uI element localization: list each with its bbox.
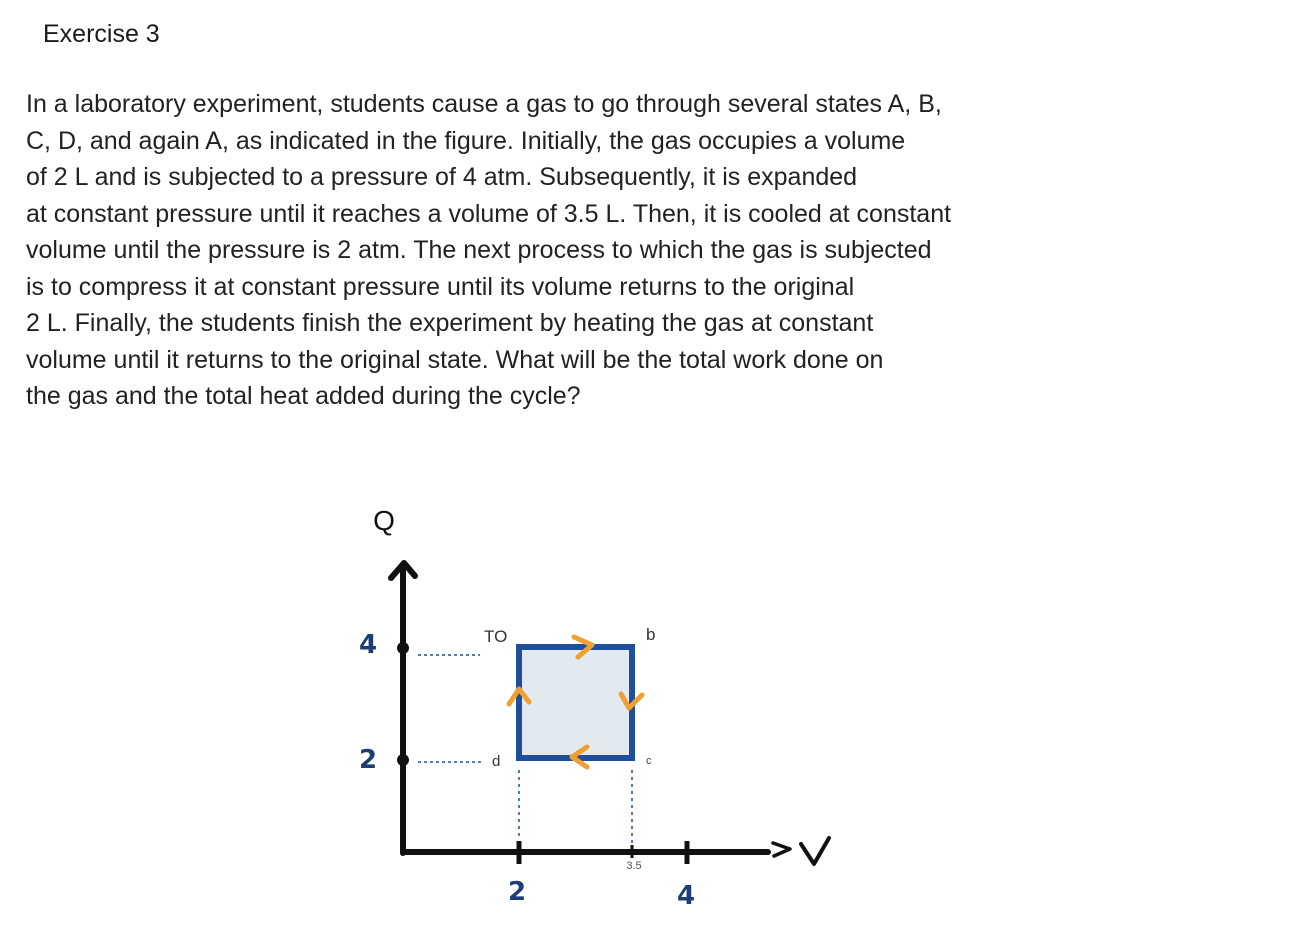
state-label-c: c xyxy=(646,755,652,767)
problem-line: of 2 L and is subjected to a pressure of 4 atm. Subsequently, it is expanded xyxy=(26,163,858,191)
problem-line: volume until the pressure is 2 atm. The next process to which the gas is subjected xyxy=(26,236,932,264)
x-tick-label-3-5: 3.5 xyxy=(626,860,642,872)
y-tick-label-4: 4 xyxy=(358,630,378,660)
state-label-d: d xyxy=(492,753,501,770)
problem-line: In a laboratory experiment, students cause a gas to go through several states A, B, xyxy=(26,90,942,118)
x-tick-label-2: 2 xyxy=(507,877,527,907)
svg-text:V: V xyxy=(0,0,1,1)
state-label-b: b xyxy=(646,625,656,644)
state-label-a: TO xyxy=(484,627,508,646)
problem-line: at constant pressure until it reaches a volume of 3.5 L. Then, it is cooled at constant xyxy=(26,199,952,228)
problem-line: the gas and the total heat added during the cycle? xyxy=(26,382,581,410)
y-tick-label-2: 2 xyxy=(358,745,378,775)
y-tick-4 xyxy=(397,642,409,654)
y-axis-label: Q xyxy=(373,505,395,536)
problem-line: 2 L. Finally, the students finish the experiment by heating the gas at constant xyxy=(26,309,874,337)
problem-line: is to compress it at constant pressure until its volume returns to the original xyxy=(26,272,855,301)
x-tick-label-4: 4 xyxy=(676,881,696,911)
problem-line: volume until it returns to the original state. What will be the total work done on xyxy=(26,345,884,374)
cycle-rectangle xyxy=(519,647,632,758)
exercise-title: Exercise 3 xyxy=(43,20,160,48)
problem-line: C, D, and again A, as indicated in the figure. Initially, the gas occupies a volume xyxy=(26,126,906,155)
y-tick-2 xyxy=(397,754,409,766)
